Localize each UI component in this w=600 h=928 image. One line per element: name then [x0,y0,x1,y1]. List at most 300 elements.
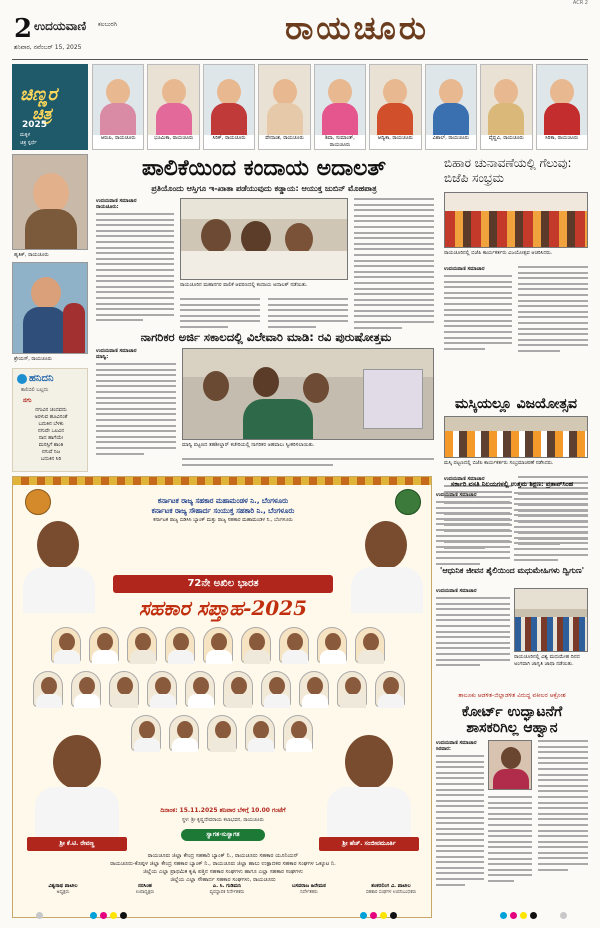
lead-byline: ಉದಯವಾಣಿ ಸಮಾಚಾರ [96,198,137,204]
text-line [538,807,588,809]
text-line [436,557,510,559]
text-line [518,266,588,268]
text-line [268,298,348,300]
text-line [96,453,144,455]
text-line [436,845,484,847]
bihar-photo [444,192,588,248]
text-line [436,794,484,796]
text-line [518,300,588,302]
dignitary-photo [283,715,313,751]
text-line [436,659,510,661]
kids-row [92,64,588,150]
kid-photo-caption: ಆರುಷಿ, ರಾಯಚೂರು [93,135,143,149]
right-dignitary-portrait [347,517,427,613]
text-line [436,551,510,553]
ad-event-venue: ಸ್ಥಳ: ಶ್ರೀ ಕೃಷ್ಣದೇವರಾಯ ಕಲಾಭವನ, ರಾಯಚೂರು [182,817,264,823]
diabetes-byline: ಉದಯವಾಣಿ ಸಮಾಚಾರ [436,588,477,594]
bihar-headline: ಬಿಹಾರ ಚುನಾವಣೆಯಲ್ಲಿ ಗೆಲುವು: ಬಿಜೆಪಿ ಸಂಭ್ರಮ [444,156,572,185]
text-line [96,374,176,376]
text-line [538,796,588,798]
text-line [488,796,532,798]
text-line [96,363,176,365]
text-line [96,297,174,299]
hani-dani-title: ಹನಿದನಿ [29,373,54,384]
court-text-col2 [488,796,532,886]
text-line [436,878,484,880]
dignitary-photo [109,671,139,707]
text-line [436,523,510,525]
ad-org-line-2: ಕರ್ನಾಟಕ ರಾಜ್ಯ ಸೌಹಾರ್ದ ಸಂಯುಕ್ತ ಸಹಕಾರಿ ನಿ., ಬೆಂಗಳೂರು [151,507,295,515]
text-line [436,777,484,779]
text-line [268,320,348,322]
text-line [354,248,434,250]
kid-photo [258,64,310,150]
logo-caption-2: ಚಿತ್ರ ಸ್ಪರ್ಧೆ [20,140,37,146]
left-honoree-name: ಶ್ರೀ ಕೆ.ಟಿ. ರೇವಣ್ಣ [27,837,127,851]
text-line [436,805,484,807]
text-line [182,464,333,466]
text-line [354,315,434,317]
text-line [96,447,176,449]
lead-story-text-col4 [354,198,434,332]
text-line [96,241,174,243]
registration-marks-left [36,912,43,920]
text-line [488,869,532,871]
kid-photo-caption: ವೈಷ್ಣವಿ, ರಾಯಚೂರು [481,135,531,149]
text-line [180,326,228,328]
text-line [354,271,434,273]
signatory-name: ಎ. ಸಿ. ಗುಡಿಮನಿ [212,883,242,889]
text-line [444,342,512,344]
text-line [96,258,174,260]
dignitary-photo [71,671,101,707]
text-line [514,520,588,522]
text-line [436,563,480,565]
second-story-text-tail [182,458,434,469]
text-line [436,817,484,819]
text-line [436,664,480,666]
text-line [96,436,176,438]
text-line [354,299,434,301]
court-dateline: ಸಿರವಾರ: [436,746,451,752]
text-line [436,603,510,605]
text-line [518,328,588,330]
kid-photo [425,64,477,150]
text-line [354,220,434,222]
text-line [354,204,434,206]
kid-photo [536,64,588,150]
text-line [354,260,434,262]
text-line [96,291,174,293]
poem-lines [19,407,83,463]
text-line [514,509,588,511]
signatory-name: ಬಸವರಾಜ ಹಿರೇಮಠ [292,883,326,889]
lead-headline: ಪಾಲಿಕೆಯಿಂದ ಕಂದಾಯ ಅದಾಲತ್ [141,156,387,181]
dignitary-photo [147,671,177,707]
text-line [354,265,434,267]
text-line [444,325,512,327]
text-line [96,397,176,399]
text-line [518,322,588,324]
poem-line: ನಗುವೇ ಒಲವಿನ [37,428,65,434]
poem-line: ಮನಸ್ಸಿಗೆ ಶಾಂತಿ [38,442,64,448]
signatory [187,883,267,895]
text-line [436,608,510,610]
drop-icon [17,374,27,384]
text-line [436,636,510,638]
text-line [538,841,588,843]
right-honoree-name: ಶ್ರೀ ಹೆಚ್. ಸಂಜೀವಮೂರ್ತಿ [319,837,419,851]
text-line [444,331,512,333]
text-line [538,785,588,787]
left-honoree-portrait [29,731,125,841]
text-line [488,813,532,815]
issue-date: ಶನಿವಾರ, ನವೆಂಬರ್ 15, 2025 [14,44,82,51]
text-line [180,315,260,317]
text-line [538,779,588,781]
lead-photo-caption: ರಾಯಚೂರಿನ ಮಹಾನಗರ ಪಾಲಿಕೆ ಆವರಣದಲ್ಲಿ ಕಂದಾಯ ಅದಾಲತ್ ನಡೆಯಿತು. [180,282,308,288]
page-number: 2 [14,14,33,44]
text-line [96,425,176,427]
text-line [96,252,174,254]
edition-title: ರಾಯಚೂರು [285,9,429,47]
text-line [96,308,174,310]
text-line [436,822,484,824]
text-line [436,535,510,537]
ad-bottom-line-3: ಜಿಲ್ಲೆಯ ಎಲ್ಲಾ ಪ್ರಾಥಮಿಕ ಕೃಷಿ ಪತ್ತಿನ ಸಹಕಾರ ಸಂಘಗಳು ಹಾಗೂ ಎಲ್ಲಾ ಸಹಕಾರ ಸಂಘಗಳು [143,869,303,875]
text-line [354,209,434,211]
maski-photo [444,416,588,458]
kid-photo [480,64,532,150]
lead-story-text-col1 [96,198,174,325]
poem-line: ಅರಳುವ ಹೂವಿನಂತೆ [34,414,68,420]
logo-line-1: ಚಿಣ್ಣರ [20,84,57,105]
kid-photo-2-caption: ಶ್ರೇಯಸ್, ರಾಯಚೂರು [14,356,53,362]
text-line [538,740,588,742]
kid-photo-image [148,65,198,137]
diabetes-headline: 'ಆಧುನಿಕ ಜೀವನ ಶೈಲಿಯಿಂದ ಮಧುಮೇಹಿಗಳು ದ್ವಿಗುಣ' [439,566,585,575]
text-line [514,492,588,494]
kids-photo-strip [12,64,588,150]
text-line [514,537,588,539]
lead-photo [180,198,348,280]
text-line [436,839,484,841]
text-line [514,548,588,550]
text-line [436,619,510,621]
text-line [96,319,143,321]
hani-dani-sub: ಕಾಲಿಬಿಲಿ ಬಲ್ಲದು [21,387,49,393]
diabetes-photo-caption: ರಾಯಚೂರಿನಲ್ಲಿ ವಿಶ್ವ ಮಧುಮೇಹ ದಿನದ ಅಂಗವಾಗಿ ಜಾಗೃತಿ ಜಾಥಾ ನಡೆಯಿತು. [514,654,580,667]
poem-line: ಬದುಕಿನ ಬೆಳಕು [38,421,64,427]
court-portrait [488,740,532,790]
bihar-text-col1 [444,266,512,353]
text-line [538,818,588,820]
dignitary-photo [127,627,157,663]
court-text-col1 [436,740,484,889]
dignitary-photo [337,671,367,707]
cmyk-marks-1 [90,912,127,920]
lead-subhead: ಪ್ರತಿಯೊಂದು ಆಸ್ತಿಗೂ ಇ-ಖಾತಾ ಪಡೆಯುವುದು ಕಡ್ಡಾಯ: ಆಯುಕ್ತ ಜುಬಿನ್ ಮೊಹಪಾತ್ರ [151,184,377,193]
text-line [354,215,434,217]
text-line [96,314,174,316]
text-line [354,198,434,200]
signatory-role: ಸಹಕಾರ ಸಂಘಗಳ ಉಪನಿಬಂಧಕರು [365,890,417,895]
text-line [436,833,484,835]
text-line [538,762,588,764]
text-line [354,310,434,312]
text-line [518,344,588,346]
logo-year: 2025 [22,120,48,130]
hani-dani-box [12,368,88,472]
hostel-text-col1 [436,492,510,568]
kid-photo-caption: ವೇದಾಂಶ, ರಾಯಚೂರು [259,135,309,149]
text-line [514,503,588,505]
text-line [518,316,588,318]
signatory-role: ಉಪಾಧ್ಯಕ್ಷರು [135,890,155,895]
text-line [180,320,260,322]
ad-ordinal-banner: 72ನೇ ಅಖಿಲ ಭಾರತ [113,575,333,593]
text-line [354,304,434,306]
text-line [96,391,176,393]
text-line [436,811,484,813]
text-line [488,835,532,837]
text-line [436,766,484,768]
text-line [444,281,512,283]
text-line [436,501,510,503]
text-line [436,625,510,627]
dignitary-photo [261,671,291,707]
text-line [488,880,514,882]
text-line [354,293,434,295]
hostel-byline: ಉದಯವಾಣಿ ಸಮಾಚಾರ [436,492,477,498]
kid-photo [203,64,255,150]
text-line [96,303,174,305]
signatory-role: ನಿರ್ದೇಶಕರು [300,890,318,895]
poem-title: ನಗು [23,397,32,404]
cmyk-marks-2 [360,912,397,920]
corner-code: ACR 2 [572,0,588,6]
text-line [436,856,484,858]
text-line [538,852,588,854]
bihar-photo-caption: ರಾಯಚೂರಿನಲ್ಲಿ ಬಿಜೆಪಿ ಕಾರ್ಯಕರ್ತರು ವಿಜಯೋತ್ಸವ ಆಚರಿಸಿದರು. [444,250,553,256]
signatory-role: ಅಧ್ಯಕ್ಷರು [56,890,70,895]
text-line [488,841,532,843]
text-line [436,772,484,774]
lead-story-text-col2 [180,298,260,332]
text-line [436,850,484,852]
text-line [354,237,434,239]
ad-event-date: ದಿನಾಂಕ: 15.11.2025 ಶನಿವಾರ ಬೆಳಿಗ್ಗೆ 10.00 ಗಂಟೆಗೆ [160,807,286,814]
text-line [180,298,260,300]
text-line [514,526,588,528]
poem-line: ನಗುವಿನ ಚಂದವದು [35,407,67,413]
text-line [538,863,588,865]
dignitary-photo [207,715,237,751]
text-line [436,783,484,785]
hostel-text-col2 [514,492,588,565]
kid-photo [147,64,199,150]
text-line [518,350,560,352]
hostel-diabetes-column [436,476,588,692]
cmyk-marks-3 [500,912,537,920]
kid-photo-caption: ಸಿರಿಕಾ, ರಾಯಚೂರು [537,135,587,149]
signatory [269,883,349,895]
signatory [105,883,185,895]
paper-name: ಉದಯವಾಣಿ [34,19,87,33]
text-line [436,540,510,542]
ad-bottom-line-4: ಜಿಲ್ಲೆಯ ಎಲ್ಲಾ ಸೌಹಾರ್ದ ಸಹಕಾರ ಸಂಘಗಳು, ರಾಯಚೂರು [170,877,276,883]
text-line [538,869,568,871]
kid-photo-1-caption: ಹೃತಿಕ್, ರಾಯಚೂರು [14,252,49,258]
text-line [96,402,176,404]
text-line [488,858,532,860]
logo-caption-1: ಮಕ್ಕಳ [20,132,31,138]
dignitary-photo [375,671,405,707]
text-line [518,333,588,335]
text-line [354,327,402,329]
text-line [538,802,588,804]
text-line [182,458,434,460]
text-line [488,830,532,832]
text-line [436,614,510,616]
logo-line-2: ಚಿತ್ರ [32,104,52,123]
text-line [436,507,510,509]
text-line [96,441,176,443]
text-line [488,802,532,804]
text-line [538,751,588,753]
text-line [96,235,174,237]
text-line [538,835,588,837]
second-story-text-col1 [96,348,176,458]
lead-dateline: ರಾಯಚೂರು: [96,204,119,210]
text-line [436,761,484,763]
diabetes-photo [514,588,588,652]
text-line [96,269,174,271]
text-line [96,419,176,421]
poem-line: ಬದುಕಿನ ಸಿರಿ [40,456,62,462]
text-line [436,867,484,869]
text-line [518,288,588,290]
text-line [96,213,174,215]
text-line [96,230,174,232]
text-line [488,863,532,865]
dignitary-photo [317,627,347,663]
court-kicker: ತಾಲೂಕು ಆಡಳಿತ-ಜಿಲ್ಲಾಡಳಿತ ವಿರುದ್ಧ ವಕೀಲರ ಆಕ್ರೋಶ [458,692,566,699]
text-line [268,309,348,311]
text-line [538,790,588,792]
text-line [436,518,510,520]
kid-photo-image [481,65,531,137]
text-line [180,304,260,306]
kid-photo-1 [12,154,88,250]
text-line [436,872,484,874]
text-line [488,824,532,826]
text-line [538,824,588,826]
left-column [12,154,88,472]
text-line [268,326,316,328]
kid-photo [314,64,366,150]
signatory [23,883,103,895]
text-line [354,243,434,245]
cooperative-week-advertisement [12,476,432,918]
text-line [354,282,434,284]
text-line [538,768,588,770]
maski-photo-caption: ಮಸ್ಕಿ ಪಟ್ಟಣದಲ್ಲಿ ಬಿಜೆಪಿ ಕಾರ್ಯಕರ್ತರು ಸಂಭ್ರಮಾಚರಣೆ ನಡೆಸಿದರು. [444,460,554,466]
text-line [96,286,174,288]
text-line [514,559,558,561]
paper-city: ಕಲಬುರಗಿ [98,21,118,28]
text-line [96,380,176,382]
text-line [268,304,348,306]
text-line [488,807,532,809]
text-line [180,309,260,311]
text-line [96,430,176,432]
dignitary-photo [165,627,195,663]
text-line [96,369,176,371]
maski-headline: ಮಸ್ಕಿಯಲ್ಲೂ ವಿಜಯೋತ್ಸವ [454,396,577,412]
text-line [538,857,588,859]
text-line [436,546,510,548]
text-line [518,339,588,341]
kid-photo-caption: ವಿಶಾಲ್, ರಾಯಚೂರು [426,135,476,149]
text-line [444,275,512,277]
left-dignitary-portrait [19,517,99,613]
signatory-name: ನರಸಿಂಹ [138,883,152,889]
text-line [436,512,510,514]
text-line [538,830,588,832]
ad-event-title: ಸಹಕಾರ ಸಪ್ತಾಹ-2025 [138,596,308,620]
text-line [514,498,588,500]
text-line [518,277,588,279]
kid-photo-image [370,65,420,137]
text-line [538,746,588,748]
text-line [436,755,484,757]
text-line [488,818,532,820]
signatory-role: ವ್ಯವಸ್ಥಾಪಕ ನಿರ್ದೇಶಕರು [209,890,245,895]
text-line [354,226,434,228]
dignitary-photo [131,715,161,751]
masthead [12,0,588,60]
text-line [96,413,176,415]
text-line [354,321,434,323]
kid-photo-image [426,65,476,137]
text-line [436,631,510,633]
dignitary-photo [241,627,271,663]
text-line [96,408,176,410]
text-line [268,315,348,317]
text-line [354,276,434,278]
kid-photo-image [259,65,309,137]
ad-bottom-line-1: ರಾಯಚೂರು ಜಿಲ್ಲಾ ಕೇಂದ್ರ ಸಹಕಾರಿ ಬ್ಯಾಂಕ್ ನಿ., ರಾಯಚೂರು ಸಹಕಾರ ಯೂನಿಯನ್ [147,853,299,859]
text-line [436,597,510,599]
text-line [514,554,588,556]
kid-photo-image [537,65,587,137]
text-line [518,311,588,313]
dignitary-photo [203,627,233,663]
kid-photo [92,64,144,150]
poem-line: ನಾದ ಹಾಗೆಯೇ [38,435,64,441]
text-line [96,263,174,265]
second-headline: ನಾಗರಿಕರ ಅರ್ಜಿ ಸಕಾಲದಲ್ಲಿ ವಿಲೇವಾರಿ ಮಾಡಿ: ರವಿ ಪುರುಷೋತ್ತಮ [140,330,392,344]
text-line [436,642,510,644]
text-line [444,303,512,305]
text-line [538,813,588,815]
lead-story-text-col3 [268,298,348,332]
second-byline: ಉದಯವಾಣಿ ಸಮಾಚಾರ [96,348,137,354]
court-text-col3 [538,740,588,874]
dignitary-photo [355,627,385,663]
kid-photo-caption: ಆದ್ವಿಕಾ, ರಾಯಚೂರು [370,135,420,149]
